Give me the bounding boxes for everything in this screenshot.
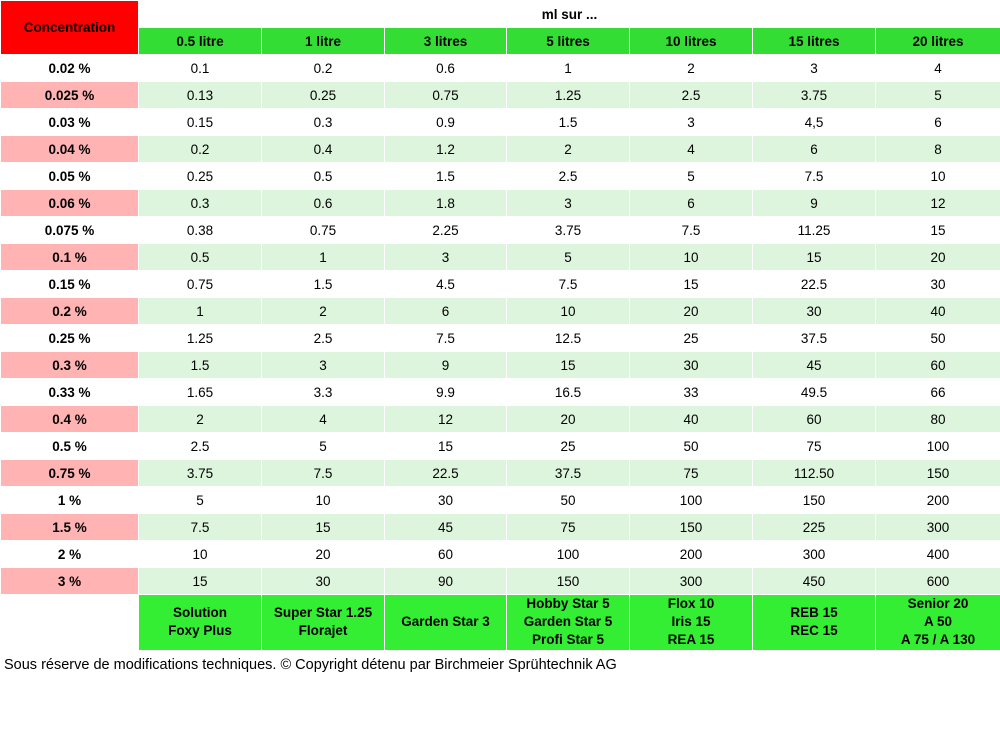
cell-value: 75 <box>630 460 753 487</box>
cell-value: 4 <box>630 136 753 163</box>
footnote: Sous réserve de modifications techniques. © Copyright détenu par Birchmeier Sprühtechnik AG <box>4 656 617 673</box>
cell-value: 1.65 <box>139 379 262 406</box>
product-cell-0 <box>139 595 262 651</box>
cell-value: 20 <box>630 298 753 325</box>
cell-value: 10 <box>876 163 1000 190</box>
cell-value: 30 <box>385 487 507 514</box>
cell-value: 45 <box>753 352 876 379</box>
product-line: Florajet <box>298 623 348 639</box>
cell-value: 15 <box>139 568 262 595</box>
cell-value: 7.5 <box>753 163 876 190</box>
cell-value: 100 <box>507 541 630 568</box>
table-row <box>1 406 1000 433</box>
cell-value: 6 <box>876 109 1000 136</box>
cell-value: 15 <box>507 352 630 379</box>
cell-concentration: 0.33 % <box>1 379 139 406</box>
cell-value: 5 <box>507 244 630 271</box>
cell-value: 1.25 <box>139 325 262 352</box>
cell-concentration: 0.03 % <box>1 109 139 136</box>
cell-value: 0.13 <box>139 82 262 109</box>
cell-value: 150 <box>630 514 753 541</box>
cell-value: 200 <box>876 487 1000 514</box>
cell-value: 50 <box>507 487 630 514</box>
cell-value: 10 <box>630 244 753 271</box>
table-row <box>1 460 1000 487</box>
cell-value: 2 <box>630 55 753 82</box>
cell-value: 3.75 <box>753 82 876 109</box>
cell-value: 2 <box>507 136 630 163</box>
cell-value: 12 <box>876 190 1000 217</box>
product-cell-1 <box>262 595 385 651</box>
cell-concentration: 0.05 % <box>1 163 139 190</box>
cell-value: 2.5 <box>139 433 262 460</box>
product-line: A 50 <box>924 614 953 630</box>
cell-value: 0.75 <box>139 271 262 298</box>
cell-value: 300 <box>876 514 1000 541</box>
cell-value: 0.3 <box>262 109 385 136</box>
cell-value: 100 <box>876 433 1000 460</box>
table-body <box>1 55 1000 595</box>
cell-value: 0.2 <box>262 55 385 82</box>
cell-value: 0.5 <box>262 163 385 190</box>
cell-concentration: 0.075 % <box>1 217 139 244</box>
header-concentration: Concentration <box>1 1 139 55</box>
cell-value: 75 <box>507 514 630 541</box>
cell-value: 0.15 <box>139 109 262 136</box>
cell-concentration: 0.04 % <box>1 136 139 163</box>
table-row <box>1 82 1000 109</box>
cell-value: 22.5 <box>385 460 507 487</box>
table-row <box>1 379 1000 406</box>
cell-value: 400 <box>876 541 1000 568</box>
cell-value: 15 <box>630 271 753 298</box>
cell-value: 225 <box>753 514 876 541</box>
cell-value: 1.8 <box>385 190 507 217</box>
cell-value: 9.9 <box>385 379 507 406</box>
table-footer <box>1 595 1000 651</box>
cell-value: 2 <box>262 298 385 325</box>
product-line: Garden Star 3 <box>401 614 490 630</box>
cell-value: 10 <box>262 487 385 514</box>
product-line: Foxy Plus <box>168 623 232 639</box>
cell-value: 150 <box>507 568 630 595</box>
cell-value: 40 <box>876 298 1000 325</box>
cell-value: 0.1 <box>139 55 262 82</box>
table-row <box>1 217 1000 244</box>
cell-value: 0.25 <box>262 82 385 109</box>
cell-value: 9 <box>385 352 507 379</box>
product-line: Flox 10 <box>667 596 715 611</box>
product-line: Senior 20 <box>907 596 969 611</box>
cell-value: 9 <box>753 190 876 217</box>
product-cell-4 <box>630 595 753 651</box>
cell-value: 40 <box>630 406 753 433</box>
product-line: Super Star 1.25 <box>273 605 373 621</box>
cell-value: 1.2 <box>385 136 507 163</box>
cell-value: 75 <box>753 433 876 460</box>
cell-value: 3.3 <box>262 379 385 406</box>
header-volume-2: 3 litres <box>385 28 507 55</box>
cell-value: 1.5 <box>507 109 630 136</box>
cell-value: 7.5 <box>385 325 507 352</box>
product-line: Iris 15 <box>671 614 711 630</box>
cell-concentration: 0.02 % <box>1 55 139 82</box>
table-row <box>1 190 1000 217</box>
header-volume-4: 10 litres <box>630 28 753 55</box>
cell-value: 50 <box>630 433 753 460</box>
cell-value: 8 <box>876 136 1000 163</box>
cell-value: 0.6 <box>385 55 507 82</box>
cell-value: 15 <box>876 217 1000 244</box>
product-cell-5 <box>753 595 876 651</box>
header-volume-0: 0.5 litre <box>139 28 262 55</box>
table-row <box>1 487 1000 514</box>
table-row <box>1 109 1000 136</box>
cell-value: 60 <box>876 352 1000 379</box>
cell-value: 0.2 <box>139 136 262 163</box>
table-row <box>1 514 1000 541</box>
table-row <box>1 433 1000 460</box>
cell-value: 60 <box>385 541 507 568</box>
cell-concentration: 3 % <box>1 568 139 595</box>
cell-value: 25 <box>507 433 630 460</box>
cell-value: 0.75 <box>385 82 507 109</box>
cell-value: 6 <box>630 190 753 217</box>
cell-value: 49.5 <box>753 379 876 406</box>
cell-value: 2 <box>139 406 262 433</box>
cell-value: 3.75 <box>139 460 262 487</box>
cell-value: 1 <box>139 298 262 325</box>
cell-value: 4.5 <box>385 271 507 298</box>
cell-value: 33 <box>630 379 753 406</box>
cell-value: 0.3 <box>139 190 262 217</box>
cell-value: 37.5 <box>753 325 876 352</box>
cell-concentration: 0.15 % <box>1 271 139 298</box>
table-row <box>1 298 1000 325</box>
cell-concentration: 1.5 % <box>1 514 139 541</box>
cell-concentration: 2 % <box>1 541 139 568</box>
cell-value: 30 <box>262 568 385 595</box>
cell-value: 3 <box>753 55 876 82</box>
table-row <box>1 541 1000 568</box>
product-line: A 75 / A 130 <box>900 632 976 648</box>
cell-value: 1.5 <box>385 163 507 190</box>
cell-value: 4 <box>876 55 1000 82</box>
cell-value: 3.75 <box>507 217 630 244</box>
table-row <box>1 271 1000 298</box>
cell-value: 200 <box>630 541 753 568</box>
header-ml-sur: ml sur ... <box>139 1 1000 28</box>
product-line: Profi Star 5 <box>531 632 605 648</box>
table-row <box>1 352 1000 379</box>
cell-value: 60 <box>753 406 876 433</box>
product-row <box>1 595 1000 651</box>
cell-value: 3 <box>630 109 753 136</box>
cell-value: 112.50 <box>753 460 876 487</box>
cell-value: 0.9 <box>385 109 507 136</box>
product-line: Hobby Star 5 <box>526 596 610 611</box>
header-volume-5: 15 litres <box>753 28 876 55</box>
cell-value: 0.75 <box>262 217 385 244</box>
cell-value: 20 <box>507 406 630 433</box>
cell-value: 2.5 <box>507 163 630 190</box>
cell-value: 150 <box>753 487 876 514</box>
cell-value: 100 <box>630 487 753 514</box>
header-row-volumes <box>1 28 1000 55</box>
product-cell-3 <box>507 595 630 651</box>
table-row <box>1 568 1000 595</box>
cell-value: 0.6 <box>262 190 385 217</box>
cell-value: 600 <box>876 568 1000 595</box>
product-line: REA 15 <box>667 632 715 648</box>
cell-value: 6 <box>385 298 507 325</box>
product-line: Garden Star 5 <box>523 614 613 630</box>
table-row <box>1 163 1000 190</box>
cell-concentration: 0.025 % <box>1 82 139 109</box>
cell-concentration: 0.3 % <box>1 352 139 379</box>
cell-value: 1.5 <box>262 271 385 298</box>
cell-value: 45 <box>385 514 507 541</box>
cell-concentration: 0.1 % <box>1 244 139 271</box>
cell-value: 30 <box>876 271 1000 298</box>
cell-value: 15 <box>262 514 385 541</box>
cell-value: 3 <box>507 190 630 217</box>
cell-value: 1.25 <box>507 82 630 109</box>
cell-value: 3 <box>262 352 385 379</box>
product-line: REB 15 <box>790 605 838 621</box>
cell-concentration: 0.06 % <box>1 190 139 217</box>
cell-concentration: 0.2 % <box>1 298 139 325</box>
cell-value: 0.5 <box>139 244 262 271</box>
cell-value: 5 <box>139 487 262 514</box>
cell-value: 7.5 <box>139 514 262 541</box>
product-cell-6 <box>876 595 1000 651</box>
product-cell-empty <box>1 595 139 651</box>
cell-value: 2.25 <box>385 217 507 244</box>
cell-value: 90 <box>385 568 507 595</box>
table-row <box>1 244 1000 271</box>
table-header <box>1 1 1000 55</box>
product-line: Solution <box>173 605 227 621</box>
cell-value: 30 <box>630 352 753 379</box>
cell-value: 1 <box>262 244 385 271</box>
cell-value: 0.38 <box>139 217 262 244</box>
cell-concentration: 0.4 % <box>1 406 139 433</box>
cell-value: 5 <box>630 163 753 190</box>
cell-value: 150 <box>876 460 1000 487</box>
cell-value: 3 <box>385 244 507 271</box>
cell-concentration: 0.75 % <box>1 460 139 487</box>
cell-value: 30 <box>753 298 876 325</box>
table-row <box>1 325 1000 352</box>
cell-value: 7.5 <box>507 271 630 298</box>
header-row-group <box>1 1 1000 28</box>
header-volume-3: 5 litres <box>507 28 630 55</box>
cell-value: 0.4 <box>262 136 385 163</box>
cell-value: 5 <box>876 82 1000 109</box>
cell-concentration: 0.5 % <box>1 433 139 460</box>
cell-value: 15 <box>385 433 507 460</box>
cell-value: 300 <box>753 541 876 568</box>
cell-value: 12.5 <box>507 325 630 352</box>
cell-value: 0.25 <box>139 163 262 190</box>
cell-value: 25 <box>630 325 753 352</box>
cell-value: 300 <box>630 568 753 595</box>
cell-value: 20 <box>876 244 1000 271</box>
cell-value: 50 <box>876 325 1000 352</box>
cell-value: 4,5 <box>753 109 876 136</box>
cell-value: 6 <box>753 136 876 163</box>
cell-value: 2.5 <box>262 325 385 352</box>
cell-value: 2.5 <box>630 82 753 109</box>
table-row <box>1 136 1000 163</box>
header-volume-1: 1 litre <box>262 28 385 55</box>
cell-value: 37.5 <box>507 460 630 487</box>
cell-value: 10 <box>139 541 262 568</box>
cell-value: 11.25 <box>753 217 876 244</box>
cell-value: 450 <box>753 568 876 595</box>
table-row <box>1 55 1000 82</box>
product-line: REC 15 <box>790 623 838 639</box>
cell-value: 10 <box>507 298 630 325</box>
cell-value: 80 <box>876 406 1000 433</box>
header-volume-6: 20 litres <box>876 28 1000 55</box>
cell-value: 4 <box>262 406 385 433</box>
cell-value: 1 <box>507 55 630 82</box>
cell-value: 16.5 <box>507 379 630 406</box>
cell-value: 15 <box>753 244 876 271</box>
cell-value: 7.5 <box>630 217 753 244</box>
cell-value: 66 <box>876 379 1000 406</box>
cell-value: 12 <box>385 406 507 433</box>
product-cell-2 <box>385 595 507 651</box>
cell-value: 22.5 <box>753 271 876 298</box>
cell-concentration: 0.25 % <box>1 325 139 352</box>
cell-value: 20 <box>262 541 385 568</box>
cell-value: 7.5 <box>262 460 385 487</box>
cell-value: 1.5 <box>139 352 262 379</box>
cell-concentration: 1 % <box>1 487 139 514</box>
cell-value: 5 <box>262 433 385 460</box>
